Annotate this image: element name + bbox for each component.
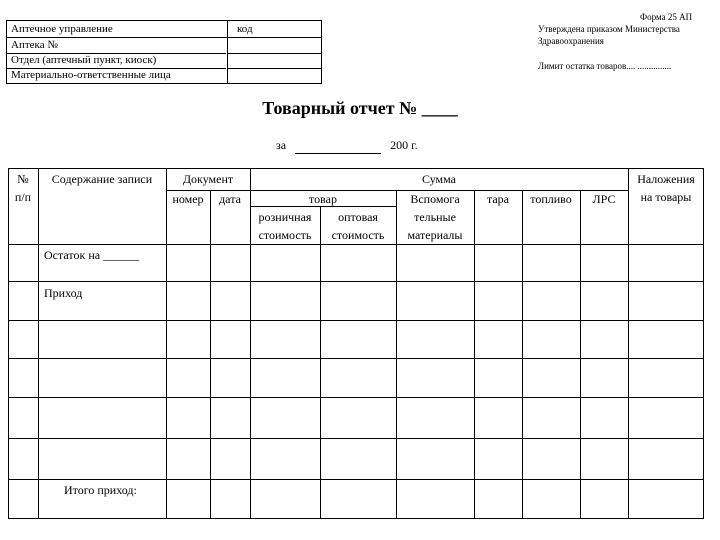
header-divider (227, 68, 321, 69)
row-divider (8, 479, 704, 480)
col-doc-date-header: дата (219, 192, 241, 206)
approval-line-2: Здравоохранения (538, 36, 604, 46)
col-wholesale-header-1: оптовая (338, 210, 378, 224)
col-fuel-header: топливо (530, 192, 572, 206)
row-divider (8, 358, 704, 359)
report-period (276, 138, 418, 154)
col-document-header: Документ (182, 172, 234, 186)
row-divider (250, 190, 628, 191)
period-prefix: за (276, 138, 287, 152)
col-divider (628, 168, 629, 518)
col-markup-header-1: Наложения (637, 172, 695, 186)
header-row-responsible: Материально-ответственные лица (11, 69, 171, 81)
header-divider (227, 53, 321, 54)
col-tara-header: тара (486, 192, 510, 206)
row-total-label: Итого приход: (64, 483, 137, 497)
row-divider (8, 397, 704, 398)
header-column-separator (227, 21, 228, 83)
row-divider (8, 244, 704, 245)
col-aux-header-1: Вспомога (410, 192, 460, 206)
page-title: Товарный отчет № ____ (262, 98, 458, 118)
col-num-header-1: № (17, 172, 29, 186)
col-aux-header-2: тельные (414, 210, 456, 224)
period-blank (295, 138, 381, 154)
col-lrs-header: ЛРС (592, 192, 616, 206)
form-number: Форма 25 АП (640, 12, 693, 22)
col-doc-number-header: номер (172, 192, 204, 206)
col-divider (474, 190, 475, 518)
col-divider (522, 190, 523, 518)
col-retail-header-2: стоимость (258, 228, 312, 242)
col-markup-header-2: на товары (640, 190, 692, 204)
col-divider (166, 168, 167, 518)
table-border-right (703, 168, 704, 518)
header-row-pharmacy-admin: Аптечное управление (11, 23, 113, 35)
header-box (6, 20, 322, 84)
col-goods-header: товар (309, 192, 337, 206)
col-divider (320, 206, 321, 518)
header-row-department: Отдел (аптечный пункт, киоск) (11, 54, 157, 66)
stock-limit: Лимит остатка товаров.... ............... (538, 61, 672, 71)
col-retail-header-1: розничная (258, 210, 312, 224)
col-divider (210, 190, 211, 518)
col-sum-header: Сумма (422, 172, 456, 186)
report-table (8, 168, 704, 518)
table-border-top (8, 168, 704, 169)
approval-line-1: Утверждена приказом Министерства (538, 24, 680, 34)
col-aux-header-3: материалы (407, 228, 463, 242)
row-income-label: Приход (44, 286, 83, 300)
row-balance-label: Остаток на ______ (44, 248, 140, 262)
col-divider (38, 168, 39, 518)
row-divider (8, 438, 704, 439)
table-border-bottom (8, 518, 704, 519)
col-content-header: Содержание записи (51, 172, 153, 186)
row-divider (8, 320, 704, 321)
col-divider (580, 190, 581, 518)
row-divider (8, 281, 704, 282)
col-num-header-2: п/п (14, 190, 32, 204)
header-row-pharmacy: Аптека № (11, 39, 58, 51)
period-suffix: 200 г. (390, 138, 418, 152)
col-wholesale-header-2: стоимость (331, 228, 385, 242)
row-divider (166, 190, 250, 191)
header-code-label: код (237, 23, 253, 35)
row-divider (250, 206, 396, 207)
table-border-left (8, 168, 9, 518)
